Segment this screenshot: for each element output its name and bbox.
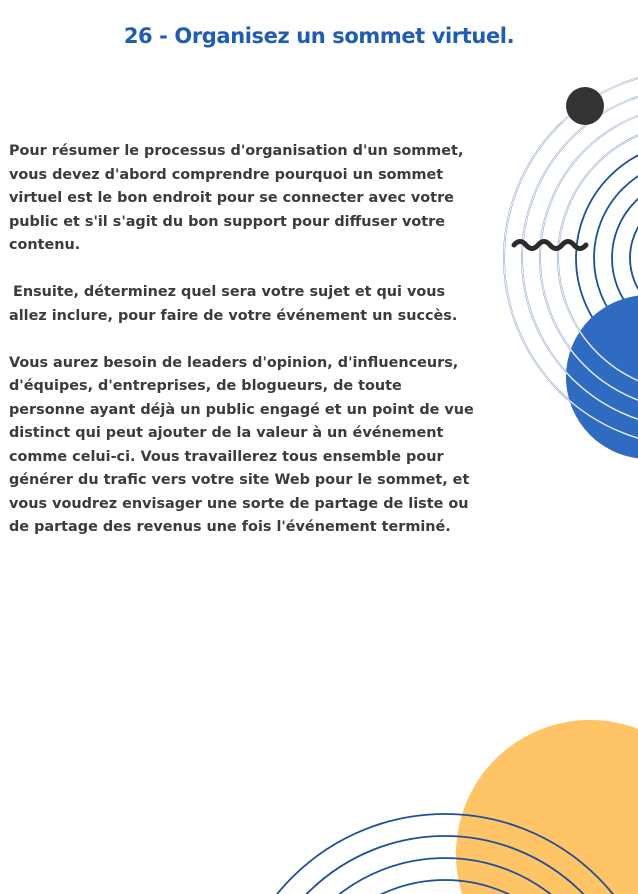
paragraph: Vous aurez besoin de leaders d'opinion, d'influenceurs, d'équipes, d'entreprises, de blogueurs, de toute personne ayant déjà un public engagé et un point de vue distinct qui peut ajouter de la valeur à un événement comme celui-ci. Vous travaillerez tous ensemble pour générer du trafic vers votre site Web pour le sommet, et vous voudrez envisager une sorte de partage de liste ou de partage des revenus une fois l'événement terminé. <box>9 354 474 535</box>
dark-circle <box>566 87 604 125</box>
zigzag-wave-icon <box>514 242 586 249</box>
orange-circle <box>456 720 638 894</box>
page-title: 26 - Organisez un sommet virtuel. <box>123 24 515 48</box>
paragraph: Pour résumer le processus d'organisation d'un sommet, vous devez d'abord comprendre pourquoi un sommet virtuel est le bon endroit pour se connecter avec votre public et s'il s'agit du bon support pour diffuser votre contenu. <box>9 143 464 253</box>
paragraph: Ensuite, déterminez quel sera votre sujet et qui vous allez inclure, pour faire de votre événement un succès. <box>9 284 458 324</box>
body-text <box>9 140 479 563</box>
